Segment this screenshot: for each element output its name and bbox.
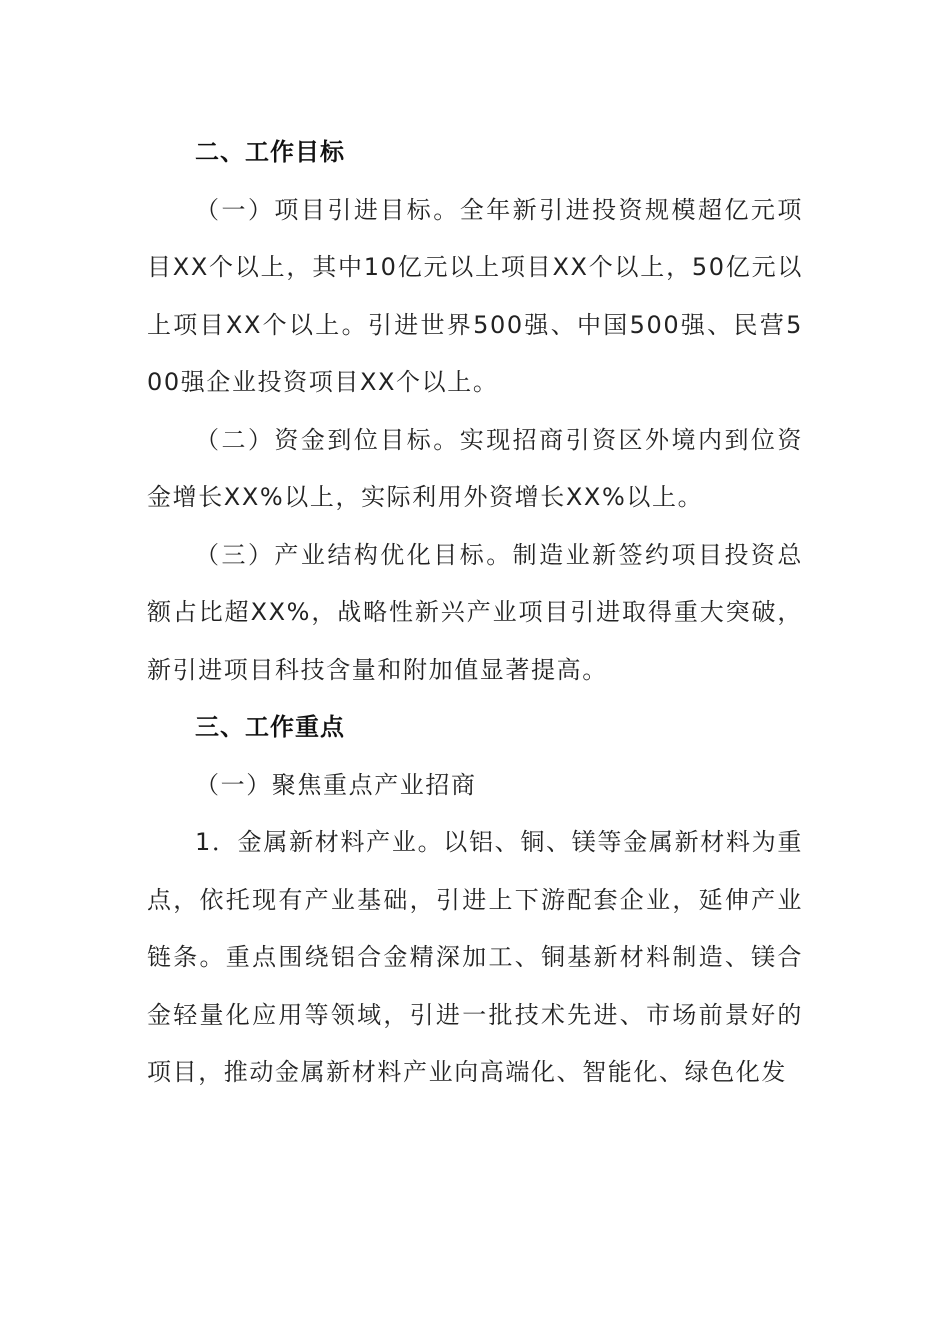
paragraph-metal-materials-industry: 1．金属新材料产业。以铝、铜、镁等金属新材料为重点，依托现有产业基础，引进上下游配套企业，延伸产业链条。重点围绕铝合金精深加工、铜基新材料制造、镁合金轻量化应用等领域，引进一批技术先进、市场前景好的项目，推动金属新材料产业向高端化、智能化、绿色化发 [147,828,803,1086]
paragraph-industrial-structure-goal: （三）产业结构优化目标。制造业新签约项目投资总额占比超XX%，战略性新兴产业项目引进取得重大突破，新引进项目科技含量和附加值显著提高。 [147,540,803,684]
section-heading-work-focus: 三、工作重点 [195,713,345,741]
paragraph-funding-goal: （二）资金到位目标。实现招商引资区外境内到位资金增长XX%以上，实际利用外资增长XX%以上。 [147,425,803,511]
section-heading-work-goals: 二、工作目标 [195,138,345,166]
paragraph-project-introduction-goal: （一）项目引进目标。全年新引进投资规模超亿元项目XX个以上，其中10亿元以上项目XX个以上，50亿元以上项目XX个以上。引进世界500强、中国500强、民营500强企业投资项目XX个以上。 [147,195,803,396]
subheading-key-industry-investment: （一）聚焦重点产业招商 [195,770,477,799]
document-body [147,124,803,1102]
